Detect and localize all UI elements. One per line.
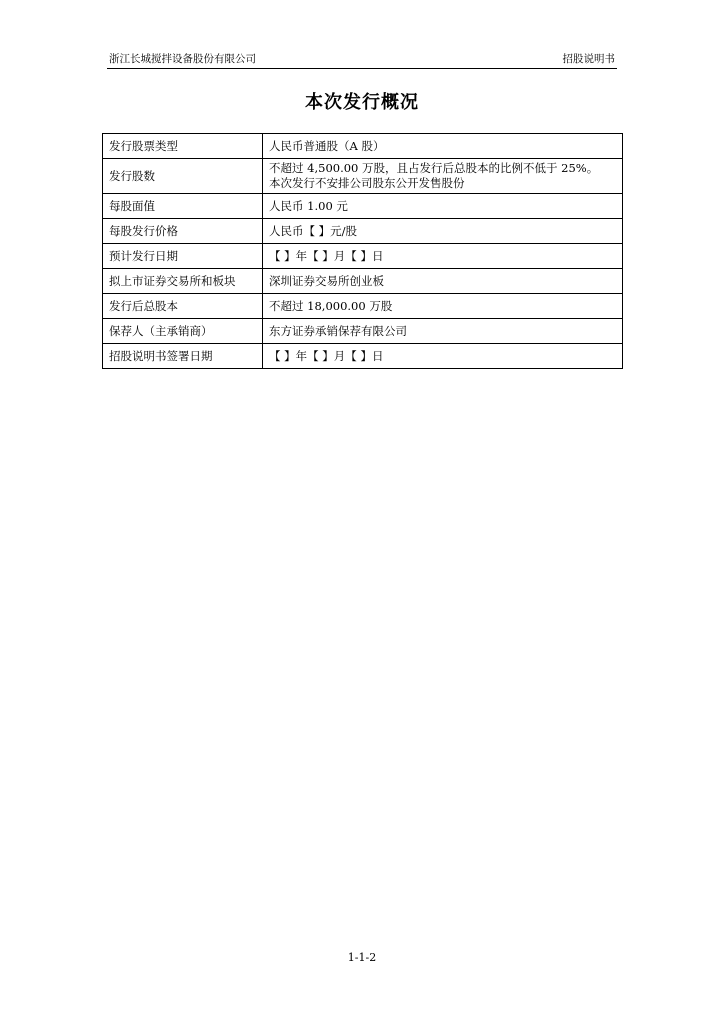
table-row	[103, 269, 623, 294]
row-value	[263, 294, 623, 319]
row-label: 每股面值	[103, 194, 263, 219]
row-value-line: 不超过 18,000.00 万股	[269, 298, 393, 313]
page-title: 本次发行概况	[305, 92, 419, 113]
page-number: 1-1-2	[347, 951, 377, 964]
table-row	[103, 244, 623, 269]
row-value	[263, 219, 623, 244]
row-label: 招股说明书签署日期	[103, 344, 263, 369]
row-label: 每股发行价格	[103, 219, 263, 244]
row-label: 保荐人（主承销商）	[103, 319, 263, 344]
row-label: 发行股数	[103, 159, 263, 194]
table-row	[103, 134, 623, 159]
row-value-line: 人民币 1.00 元	[269, 198, 348, 213]
table-row	[103, 219, 623, 244]
row-value-line: 本次发行不安排公司股东公开发售股份	[269, 176, 465, 190]
row-label: 预计发行日期	[103, 244, 263, 269]
table-row	[103, 159, 623, 194]
row-value	[263, 269, 623, 294]
row-value-line: 不超过 4,500.00 万股，且占发行后总股本的比例不低于 25%。	[269, 161, 599, 175]
row-value	[263, 194, 623, 219]
row-value	[263, 244, 623, 269]
header-company-name: 浙江长城搅拌设备股份有限公司	[109, 53, 256, 65]
table-row	[103, 194, 623, 219]
row-value-line: 【 】年【 】月【 】日	[269, 348, 384, 363]
header-document-type: 招股说明书	[562, 53, 615, 65]
row-label: 拟上市证券交易所和板块	[103, 269, 263, 294]
offering-summary-table	[102, 133, 623, 369]
table-row	[103, 344, 623, 369]
row-value	[263, 344, 623, 369]
row-label: 发行股票类型	[103, 134, 263, 159]
row-value	[263, 134, 623, 159]
row-value	[263, 319, 623, 344]
row-value-line: 人民币【 】元/股	[269, 223, 358, 238]
row-label: 发行后总股本	[103, 294, 263, 319]
table-row	[103, 319, 623, 344]
row-value-line: 人民币普通股（A 股）	[269, 138, 385, 153]
row-value-line: 深圳证券交易所创业板	[269, 273, 384, 288]
row-value-line: 【 】年【 】月【 】日	[269, 248, 384, 263]
row-value-line: 东方证券承销保荐有限公司	[269, 323, 407, 338]
page-header	[107, 50, 617, 69]
table-row	[103, 294, 623, 319]
row-value	[263, 159, 623, 194]
